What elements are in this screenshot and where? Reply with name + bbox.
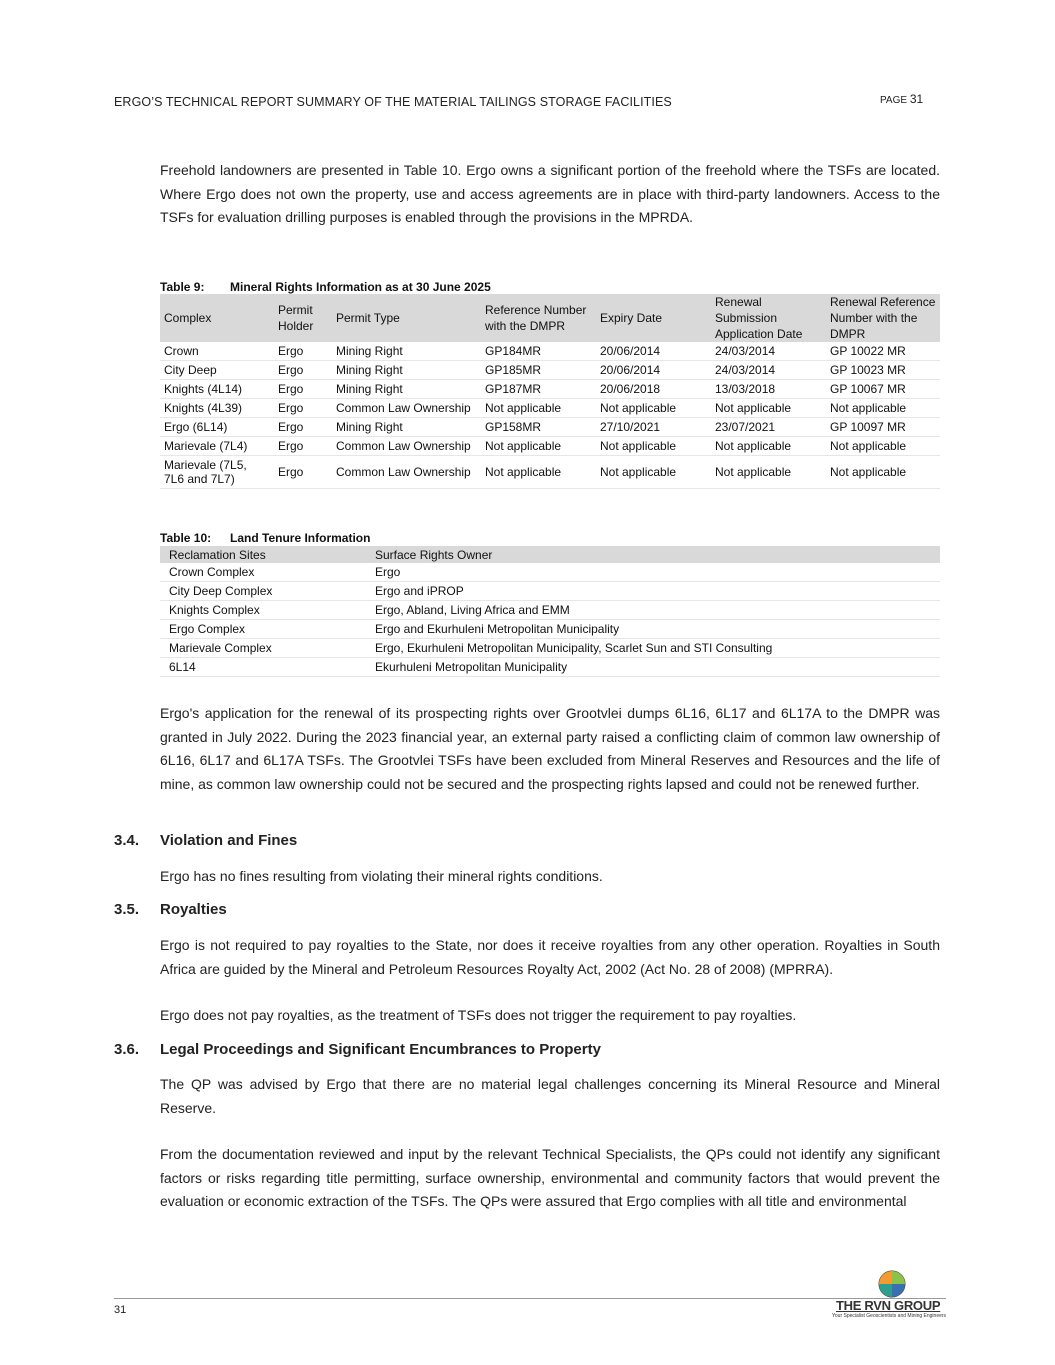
table-header-cell: Surface Rights Owner	[366, 546, 940, 563]
table-cell: 24/03/2014	[711, 342, 826, 361]
table-header-cell: Reclamation Sites	[160, 546, 366, 563]
table-cell: Mining Right	[332, 418, 481, 437]
table-cell: GP 10097 MR	[826, 418, 940, 437]
table-cell: Not applicable	[596, 399, 711, 418]
table-cell: 13/03/2018	[711, 380, 826, 399]
table-cell: Ergo	[274, 399, 332, 418]
table-cell: City Deep Complex	[160, 582, 366, 601]
table9-label: Table 9:	[160, 280, 205, 294]
table-cell: 20/06/2018	[596, 380, 711, 399]
footer-divider	[114, 1298, 946, 1299]
table9-caption	[160, 280, 491, 294]
table-cell: Knights (4L39)	[160, 399, 274, 418]
table-row	[160, 620, 940, 639]
table-cell: GP 10023 MR	[826, 361, 940, 380]
table-cell: Ekurhuleni Metropolitan Municipality	[366, 658, 940, 677]
table10-title: Land Tenure Information	[230, 531, 371, 545]
page-label: PAGE	[880, 95, 908, 106]
table-cell: Ergo and iPROP	[366, 582, 940, 601]
table-cell: Common Law Ownership	[332, 456, 481, 489]
table-cell: Crown Complex	[160, 563, 366, 582]
section-title: Violation and Fines	[160, 832, 298, 849]
table-header-cell: Renewal Reference Number with the DMPR	[826, 294, 940, 342]
table-cell: 20/06/2014	[596, 361, 711, 380]
table-cell: GP187MR	[481, 380, 596, 399]
table-cell: Ergo Complex	[160, 620, 366, 639]
table-row	[160, 601, 940, 620]
section-number: 3.6.	[114, 1041, 140, 1058]
table10-caption	[160, 531, 370, 545]
footer-page-number: 31	[114, 1304, 127, 1316]
section-number: 3.4.	[114, 832, 140, 849]
section-3-5-heading	[114, 901, 227, 918]
table-header-cell: Reference Number with the DMPR	[481, 294, 596, 342]
table-cell: Ergo	[274, 456, 332, 489]
table-row	[160, 563, 940, 582]
table-row	[160, 399, 940, 418]
table-header-cell: Permit Holder	[274, 294, 332, 342]
page-number: 31	[909, 92, 924, 106]
table-cell: Mining Right	[332, 380, 481, 399]
table-cell: Not applicable	[826, 456, 940, 489]
table-cell: Ergo	[274, 418, 332, 437]
section-3-5-paragraph-2: Ergo does not pay royalties, as the treatment of TSFs does not trigger the requirement to pay royalties.	[160, 1007, 797, 1023]
logo-tagline: Your Specialist Geoscientists and Mining Engineers	[832, 1313, 947, 1319]
table-cell: Ergo, Abland, Living Africa and EMM	[366, 601, 940, 620]
table-cell: Common Law Ownership	[332, 399, 481, 418]
section-title: Legal Proceedings and Significant Encumbrances to Property	[160, 1041, 601, 1058]
table-cell: Ergo (6L14)	[160, 418, 274, 437]
section-title: Royalties	[160, 901, 227, 918]
table-header-row	[160, 294, 940, 342]
section-3-6-paragraph-1: The QP was advised by Ergo that there are no material legal challenges concerning its Mineral Resource and Mineral Reserve.	[160, 1076, 940, 1116]
table-cell: 20/06/2014	[596, 342, 711, 361]
table-cell: 27/10/2021	[596, 418, 711, 437]
table-cell: Ergo, Ekurhuleni Metropolitan Municipality, Scarlet Sun and STI Consulting	[366, 639, 940, 658]
table-row	[160, 582, 940, 601]
table9-title: Mineral Rights Information as at 30 June 2025	[230, 280, 491, 294]
land-tenure-table	[160, 546, 940, 677]
table-header-cell: Permit Type	[332, 294, 481, 342]
table-cell: Knights Complex	[160, 601, 366, 620]
table-cell: City Deep	[160, 361, 274, 380]
table-cell: Ergo	[274, 380, 332, 399]
table-cell: Not applicable	[596, 456, 711, 489]
table10-label: Table 10:	[160, 531, 212, 545]
section-3-4-heading	[114, 832, 297, 849]
table-cell: Not applicable	[481, 399, 596, 418]
table-header-cell: Renewal Submission Application Date	[711, 294, 826, 342]
section-3-5-paragraph-1: Ergo is not required to pay royalties to the State, nor does it receive royalties from any other operation. Royalties in South Africa are guided by the Mineral and Petroleum Resources Royalty Act, 2002 (Act No. 28 of 2008) (MPRRA).	[160, 937, 940, 977]
section-number: 3.5.	[114, 901, 140, 918]
table-cell: GP185MR	[481, 361, 596, 380]
table-cell: 23/07/2021	[711, 418, 826, 437]
table-cell: Ergo and Ekurhuleni Metropolitan Municipality	[366, 620, 940, 639]
table-cell: Ergo	[274, 437, 332, 456]
table-row	[160, 456, 940, 489]
table-cell: 6L14	[160, 658, 366, 677]
table-cell: Not applicable	[711, 437, 826, 456]
table-cell: Not applicable	[481, 437, 596, 456]
table-header-cell: Expiry Date	[596, 294, 711, 342]
table-cell: GP 10067 MR	[826, 380, 940, 399]
table-cell: Mining Right	[332, 361, 481, 380]
table-cell: Not applicable	[826, 437, 940, 456]
table-cell: Not applicable	[826, 399, 940, 418]
table-cell: Marievale (7L4)	[160, 437, 274, 456]
table-cell: Ergo	[274, 361, 332, 380]
table-cell: Knights (4L14)	[160, 380, 274, 399]
table-cell: GP158MR	[481, 418, 596, 437]
table-cell: Not applicable	[711, 399, 826, 418]
table-row	[160, 639, 940, 658]
table-cell: Mining Right	[332, 342, 481, 361]
mineral-rights-table	[160, 294, 940, 489]
section-3-4-paragraph: Ergo has no fines resulting from violating their mineral rights conditions.	[160, 868, 603, 884]
table-row	[160, 418, 940, 437]
table-cell: Common Law Ownership	[332, 437, 481, 456]
table-cell: Crown	[160, 342, 274, 361]
logo-text: THE RVN GROUP	[836, 1298, 941, 1313]
section-3-6-paragraph-2: From the documentation reviewed and input by the relevant Technical Specialists, the QPs could not identify any significant factors or risks regarding title permitting, surface ownership, environmental and community factors that would prevent the evaluation or economic extraction of the TSFs. The QPs were assured that Ergo complies with all title and environmental	[160, 1146, 940, 1209]
table-cell: GP 10022 MR	[826, 342, 940, 361]
table-row	[160, 361, 940, 380]
table-cell: Ergo	[274, 342, 332, 361]
table-cell: Not applicable	[711, 456, 826, 489]
table-cell: 24/03/2014	[711, 361, 826, 380]
table-cell: Marievale (7L5, 7L6 and 7L7)	[160, 456, 274, 489]
table-row	[160, 658, 940, 677]
table-cell: Not applicable	[481, 456, 596, 489]
table-cell: Not applicable	[596, 437, 711, 456]
table-row	[160, 342, 940, 361]
report-header-title: ERGO’S TECHNICAL REPORT SUMMARY OF THE MATERIAL TAILINGS STORAGE FACILITIES	[114, 95, 672, 109]
intro-paragraph: Freehold landowners are presented in Table 10. Ergo owns a significant portion of the freehold where the TSFs are located. Where Ergo does not own the property, use and access agreements are in place with third-party landowners. Access to the TSFs for evaluation drilling purposes is enabled through the provisions in the MPRDA.	[160, 162, 940, 225]
page-indicator	[880, 92, 923, 106]
grootvlei-paragraph: Ergo's application for the renewal of its prospecting rights over Grootvlei dumps 6L16, 6L17 and 6L17A to the DMPR was granted in July 2022. During the 2023 financial year, an external party raised a conflicting claim of common law ownership of 6L16, 6L17 and 6L17A TSFs. The Grootvlei TSFs have been excluded from Mineral Reserves and Resources and the life of mine, as common law ownership could not be secured and the prospecting rights lapsed and could not be renewed further.	[160, 705, 940, 792]
table-header-cell: Complex	[160, 294, 274, 342]
table-cell: Ergo	[366, 563, 940, 582]
table-row	[160, 380, 940, 399]
section-3-6-heading	[114, 1041, 601, 1058]
table-cell: Marievale Complex	[160, 639, 366, 658]
table-row	[160, 437, 940, 456]
table-cell: GP184MR	[481, 342, 596, 361]
rvn-group-logo	[832, 1268, 952, 1324]
table-header-row	[160, 546, 940, 563]
